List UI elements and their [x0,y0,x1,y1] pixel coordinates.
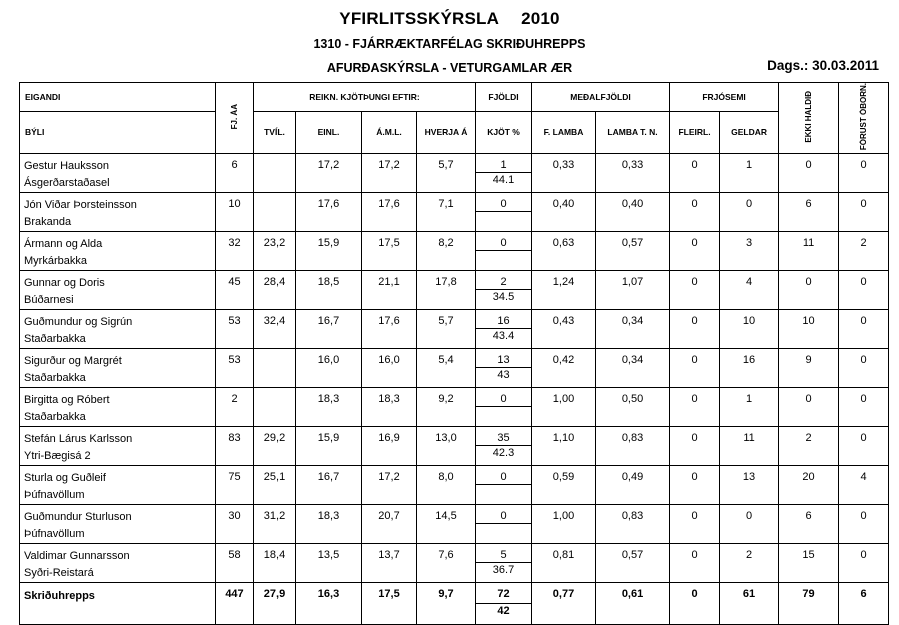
report-title-text: YFIRLITSSKÝRSLA [339,9,500,28]
each-ewe-weight-cell: 7,1 [417,193,476,232]
farm-name: Þúfnavöllum [24,489,85,502]
multiple-cell: 0 [670,193,720,232]
farm-name: Ytri-Bægisá 2 [24,450,91,463]
header-fjoldi: FJÖLDI [476,83,532,112]
twins-weight-cell: 31,2 [254,505,296,544]
farm-name: Búðarnesi [24,294,74,307]
twins-weight-cell: 25,1 [254,466,296,505]
f-lambs-cell: 0,81 [532,544,596,583]
table-row [20,349,889,388]
owner-farm-cell [20,310,216,349]
report-table [19,82,889,625]
header-owner: EIGANDI [20,83,216,112]
f-lambs-cell: 0,42 [532,349,596,388]
farm-name: Ásgerðarstaðasel [24,177,110,190]
not-held-cell: 11 [779,232,839,271]
header-each-ewe: HVERJA Á [417,111,476,153]
fjoldi-kjot-cell [476,232,532,271]
fjoldi-kjot-cell [476,310,532,349]
barren-cell: 16 [720,349,779,388]
header-count [216,83,254,154]
not-held-cell: 6 [779,505,839,544]
kjot-pct-value [476,406,531,421]
per-ewe-weight-cell: 17,5 [362,232,417,271]
single-weight-cell: 16,7 [296,310,362,349]
lambs-tn-cell: 0,49 [596,466,670,505]
lost-cell: 0 [839,154,889,193]
single-weight-cell: 16,7 [296,466,362,505]
lost-cell: 0 [839,271,889,310]
each-ewe-weight-cell: 5,7 [417,310,476,349]
twins-weight-cell [254,349,296,388]
twins-weight-cell: 32,4 [254,310,296,349]
per-ewe-weight-cell: 17,5 [362,583,417,625]
per-ewe-weight-cell: 13,7 [362,544,417,583]
owner-farm-cell [20,427,216,466]
per-ewe-weight-cell: 16,9 [362,427,417,466]
owner-name: Valdimar Gunnarsson [24,550,130,563]
table-row [20,544,889,583]
f-lambs-cell: 1,00 [532,505,596,544]
ewe-count-cell: 45 [216,271,254,310]
header-twins: TVÍL. [254,111,296,153]
not-held-cell: 15 [779,544,839,583]
fjoldi-kjot-cell [476,154,532,193]
each-ewe-weight-cell: 7,6 [417,544,476,583]
single-weight-cell: 15,9 [296,232,362,271]
kjot-pct-value: 36.7 [476,562,531,577]
kjot-pct-value [476,211,531,226]
lost-cell: 2 [839,232,889,271]
fjoldi-value: 0 [500,510,507,523]
single-weight-cell: 17,2 [296,154,362,193]
kjot-pct-value: 34.5 [476,289,531,304]
kjot-pct-value: 44.1 [476,172,531,187]
single-weight-cell: 16,3 [296,583,362,625]
header-meat-pct: KJÖT % [476,111,532,153]
owner-name: Stefán Lárus Karlsson [24,433,133,446]
fjoldi-value: 2 [500,276,507,289]
multiple-cell: 0 [670,466,720,505]
per-ewe-weight-cell: 17,2 [362,466,417,505]
owner-farm-cell [20,466,216,505]
multiple-cell: 0 [670,388,720,427]
fjoldi-value: 0 [500,198,507,211]
each-ewe-weight-cell: 8,2 [417,232,476,271]
header-per-ewe: Á.M.L. [362,111,417,153]
kjot-pct-value [476,523,531,538]
f-lambs-cell: 0,77 [532,583,596,625]
barren-cell: 2 [720,544,779,583]
not-held-cell: 10 [779,310,839,349]
barren-cell: 61 [720,583,779,625]
fjoldi-kjot-cell [476,193,532,232]
fjoldi-value: 13 [497,354,510,367]
owner-name: Guðmundur Sturluson [24,511,132,524]
ewe-count-cell: 53 [216,310,254,349]
f-lambs-cell: 0,59 [532,466,596,505]
multiple-cell: 0 [670,232,720,271]
fjoldi-kjot-cell [476,427,532,466]
ewe-count-cell: 30 [216,505,254,544]
each-ewe-weight-cell: 8,0 [417,466,476,505]
lambs-tn-cell: 0,83 [596,427,670,466]
report-name: AFURÐASKÝRSLA - VETURGAMLAR ÆR [326,61,573,75]
not-held-cell: 0 [779,388,839,427]
lambs-tn-cell: 0,57 [596,232,670,271]
barren-cell: 1 [720,388,779,427]
owner-name: Jón Viðar Þorsteinsson [24,199,137,212]
ewe-count-cell: 32 [216,232,254,271]
barren-cell: 4 [720,271,779,310]
lambs-tn-cell: 0,34 [596,349,670,388]
each-ewe-weight-cell: 9,2 [417,388,476,427]
lost-cell: 0 [839,349,889,388]
ewe-count-cell: 2 [216,388,254,427]
fjoldi-value: 16 [497,315,510,328]
header-barren: GELDAR [720,111,779,153]
header-lost [839,83,889,154]
header-calc-group: REIKN. KJÖTÞUNGI EFTIR: [254,83,476,112]
lambs-tn-cell: 0,40 [596,193,670,232]
barren-cell: 10 [720,310,779,349]
twins-weight-cell [254,388,296,427]
table-row [20,388,889,427]
lambs-tn-cell: 0,33 [596,154,670,193]
table-row [20,466,889,505]
fjoldi-value: 0 [500,237,507,250]
header-row-bottom [20,111,889,153]
farm-name: Staðarbakka [24,411,86,424]
table-row [20,232,889,271]
owner-name: Sturla og Guðleif [24,472,106,485]
each-ewe-weight-cell: 13,0 [417,427,476,466]
owner-name: Gestur Hauksson [24,160,109,173]
header-farm: BÝLI [20,111,216,153]
header-lost-label: FÓRUST ÓBORN. [859,83,869,151]
not-held-cell: 0 [779,271,839,310]
kjot-pct-value [476,484,531,499]
single-weight-cell: 18,3 [296,505,362,544]
per-ewe-weight-cell: 17,6 [362,310,417,349]
fjoldi-kjot-cell [476,505,532,544]
kjot-pct-value: 43 [476,367,531,382]
header-f-lambs: F. LAMBA [532,111,596,153]
owner-farm-cell [20,388,216,427]
fjoldi-value: 35 [497,432,510,445]
ewe-count-cell: 447 [216,583,254,625]
per-ewe-weight-cell: 20,7 [362,505,417,544]
per-ewe-weight-cell: 18,3 [362,388,417,427]
multiple-cell: 0 [670,271,720,310]
ewe-count-cell: 58 [216,544,254,583]
single-weight-cell: 18,5 [296,271,362,310]
owner-farm-cell [20,544,216,583]
owner-name: Gunnar og Doris [24,277,105,290]
total-label: Skriðuhrepps [20,583,216,625]
fjoldi-kjot-cell [476,544,532,583]
table-row [20,505,889,544]
farm-name: Syðri-Reistará [24,567,94,580]
single-weight-cell: 16,0 [296,349,362,388]
fjoldi-kjot-cell [476,388,532,427]
per-ewe-weight-cell: 21,1 [362,271,417,310]
f-lambs-cell: 1,10 [532,427,596,466]
header-not-held [779,83,839,154]
twins-weight-cell: 18,4 [254,544,296,583]
f-lambs-cell: 0,63 [532,232,596,271]
lambs-tn-cell: 0,83 [596,505,670,544]
farm-name: Staðarbakka [24,333,86,346]
table-row [20,271,889,310]
owner-name: Ármann og Alda [24,238,103,251]
header-multiple: FLEIRL. [670,111,720,153]
lambs-tn-cell: 0,50 [596,388,670,427]
farm-name: Myrkárbakka [24,255,87,268]
report-subtitle: 1310 - FJÁRRÆKTARFÉLAG SKRIÐUHREPPS [313,37,586,51]
lost-cell: 0 [839,427,889,466]
twins-weight-cell: 27,9 [254,583,296,625]
owner-farm-cell [20,193,216,232]
header-single: EINL. [296,111,362,153]
lost-cell: 0 [839,388,889,427]
owner-farm-cell [20,232,216,271]
ewe-count-cell: 75 [216,466,254,505]
multiple-cell: 0 [670,310,720,349]
each-ewe-weight-cell: 5,4 [417,349,476,388]
kjot-pct-value: 42 [476,603,531,618]
total-row [20,583,889,625]
owner-farm-cell [20,154,216,193]
fjoldi-value: 0 [500,393,507,406]
f-lambs-cell: 0,40 [532,193,596,232]
not-held-cell: 2 [779,427,839,466]
header-avg-group: MEÐALFJÖLDI [532,83,670,112]
twins-weight-cell [254,193,296,232]
header-lambs-tn: LAMBA T. N. [596,111,670,153]
lambs-tn-cell: 0,57 [596,544,670,583]
barren-cell: 11 [720,427,779,466]
single-weight-cell: 17,6 [296,193,362,232]
ewe-count-cell: 10 [216,193,254,232]
barren-cell: 1 [720,154,779,193]
each-ewe-weight-cell: 17,8 [417,271,476,310]
header-not-held-label: EKKI HALDIÐ [804,90,814,143]
per-ewe-weight-cell: 17,6 [362,193,417,232]
single-weight-cell: 15,9 [296,427,362,466]
owner-farm-cell [20,271,216,310]
kjot-pct-value: 42.3 [476,445,531,460]
per-ewe-weight-cell: 17,2 [362,154,417,193]
header-fert-group: FRJÓSEMI [670,83,779,112]
barren-cell: 3 [720,232,779,271]
multiple-cell: 0 [670,349,720,388]
not-held-cell: 6 [779,193,839,232]
not-held-cell: 79 [779,583,839,625]
lambs-tn-cell: 1,07 [596,271,670,310]
barren-cell: 13 [720,466,779,505]
ewe-count-cell: 6 [216,154,254,193]
owner-farm-cell [20,505,216,544]
multiple-cell: 0 [670,154,720,193]
multiple-cell: 0 [670,583,720,625]
fjoldi-value: 5 [500,549,507,562]
fjoldi-value: 0 [500,471,507,484]
not-held-cell: 0 [779,154,839,193]
table-row [20,427,889,466]
twins-weight-cell [254,154,296,193]
owner-name: Sigurður og Margrét [24,355,122,368]
ewe-count-cell: 53 [216,349,254,388]
twins-weight-cell: 23,2 [254,232,296,271]
farm-name: Staðarbakka [24,372,86,385]
fjoldi-kjot-cell [476,583,532,625]
twins-weight-cell: 28,4 [254,271,296,310]
lost-cell: 0 [839,505,889,544]
kjot-pct-value: 43.4 [476,328,531,343]
each-ewe-weight-cell: 5,7 [417,154,476,193]
not-held-cell: 9 [779,349,839,388]
kjot-pct-value [476,250,531,265]
barren-cell: 0 [720,193,779,232]
f-lambs-cell: 0,43 [532,310,596,349]
f-lambs-cell: 1,00 [532,388,596,427]
fjoldi-value: 1 [500,159,507,172]
table-row [20,310,889,349]
single-weight-cell: 13,5 [296,544,362,583]
lost-cell: 6 [839,583,889,625]
lost-cell: 0 [839,544,889,583]
farm-name: Brakanda [24,216,72,229]
not-held-cell: 20 [779,466,839,505]
fjoldi-kjot-cell [476,466,532,505]
multiple-cell: 0 [670,427,720,466]
owner-name: Guðmundur og Sigrún [24,316,133,329]
each-ewe-weight-cell: 9,7 [417,583,476,625]
multiple-cell: 0 [670,544,720,583]
each-ewe-weight-cell: 14,5 [417,505,476,544]
lost-cell: 0 [839,310,889,349]
fjoldi-kjot-cell [476,349,532,388]
report-title [0,9,899,29]
barren-cell: 0 [720,505,779,544]
table-row [20,154,889,193]
farm-name: Þúfnavöllum [24,528,85,541]
lambs-tn-cell: 0,34 [596,310,670,349]
single-weight-cell: 18,3 [296,388,362,427]
owner-name: Birgitta og Róbert [24,394,110,407]
multiple-cell: 0 [670,505,720,544]
report-year: 2010 [521,9,560,28]
ewe-count-cell: 83 [216,427,254,466]
fjoldi-value: 72 [497,588,510,601]
lost-cell: 0 [839,193,889,232]
f-lambs-cell: 0,33 [532,154,596,193]
lambs-tn-cell: 0,61 [596,583,670,625]
f-lambs-cell: 1,24 [532,271,596,310]
owner-farm-cell [20,349,216,388]
twins-weight-cell: 29,2 [254,427,296,466]
fjoldi-kjot-cell [476,271,532,310]
report-date: Dags.: 30.03.2011 [767,58,879,73]
per-ewe-weight-cell: 16,0 [362,349,417,388]
table-row [20,193,889,232]
header-row-top [20,83,889,112]
header-count-label: FJ. ÁA [230,103,239,130]
lost-cell: 4 [839,466,889,505]
